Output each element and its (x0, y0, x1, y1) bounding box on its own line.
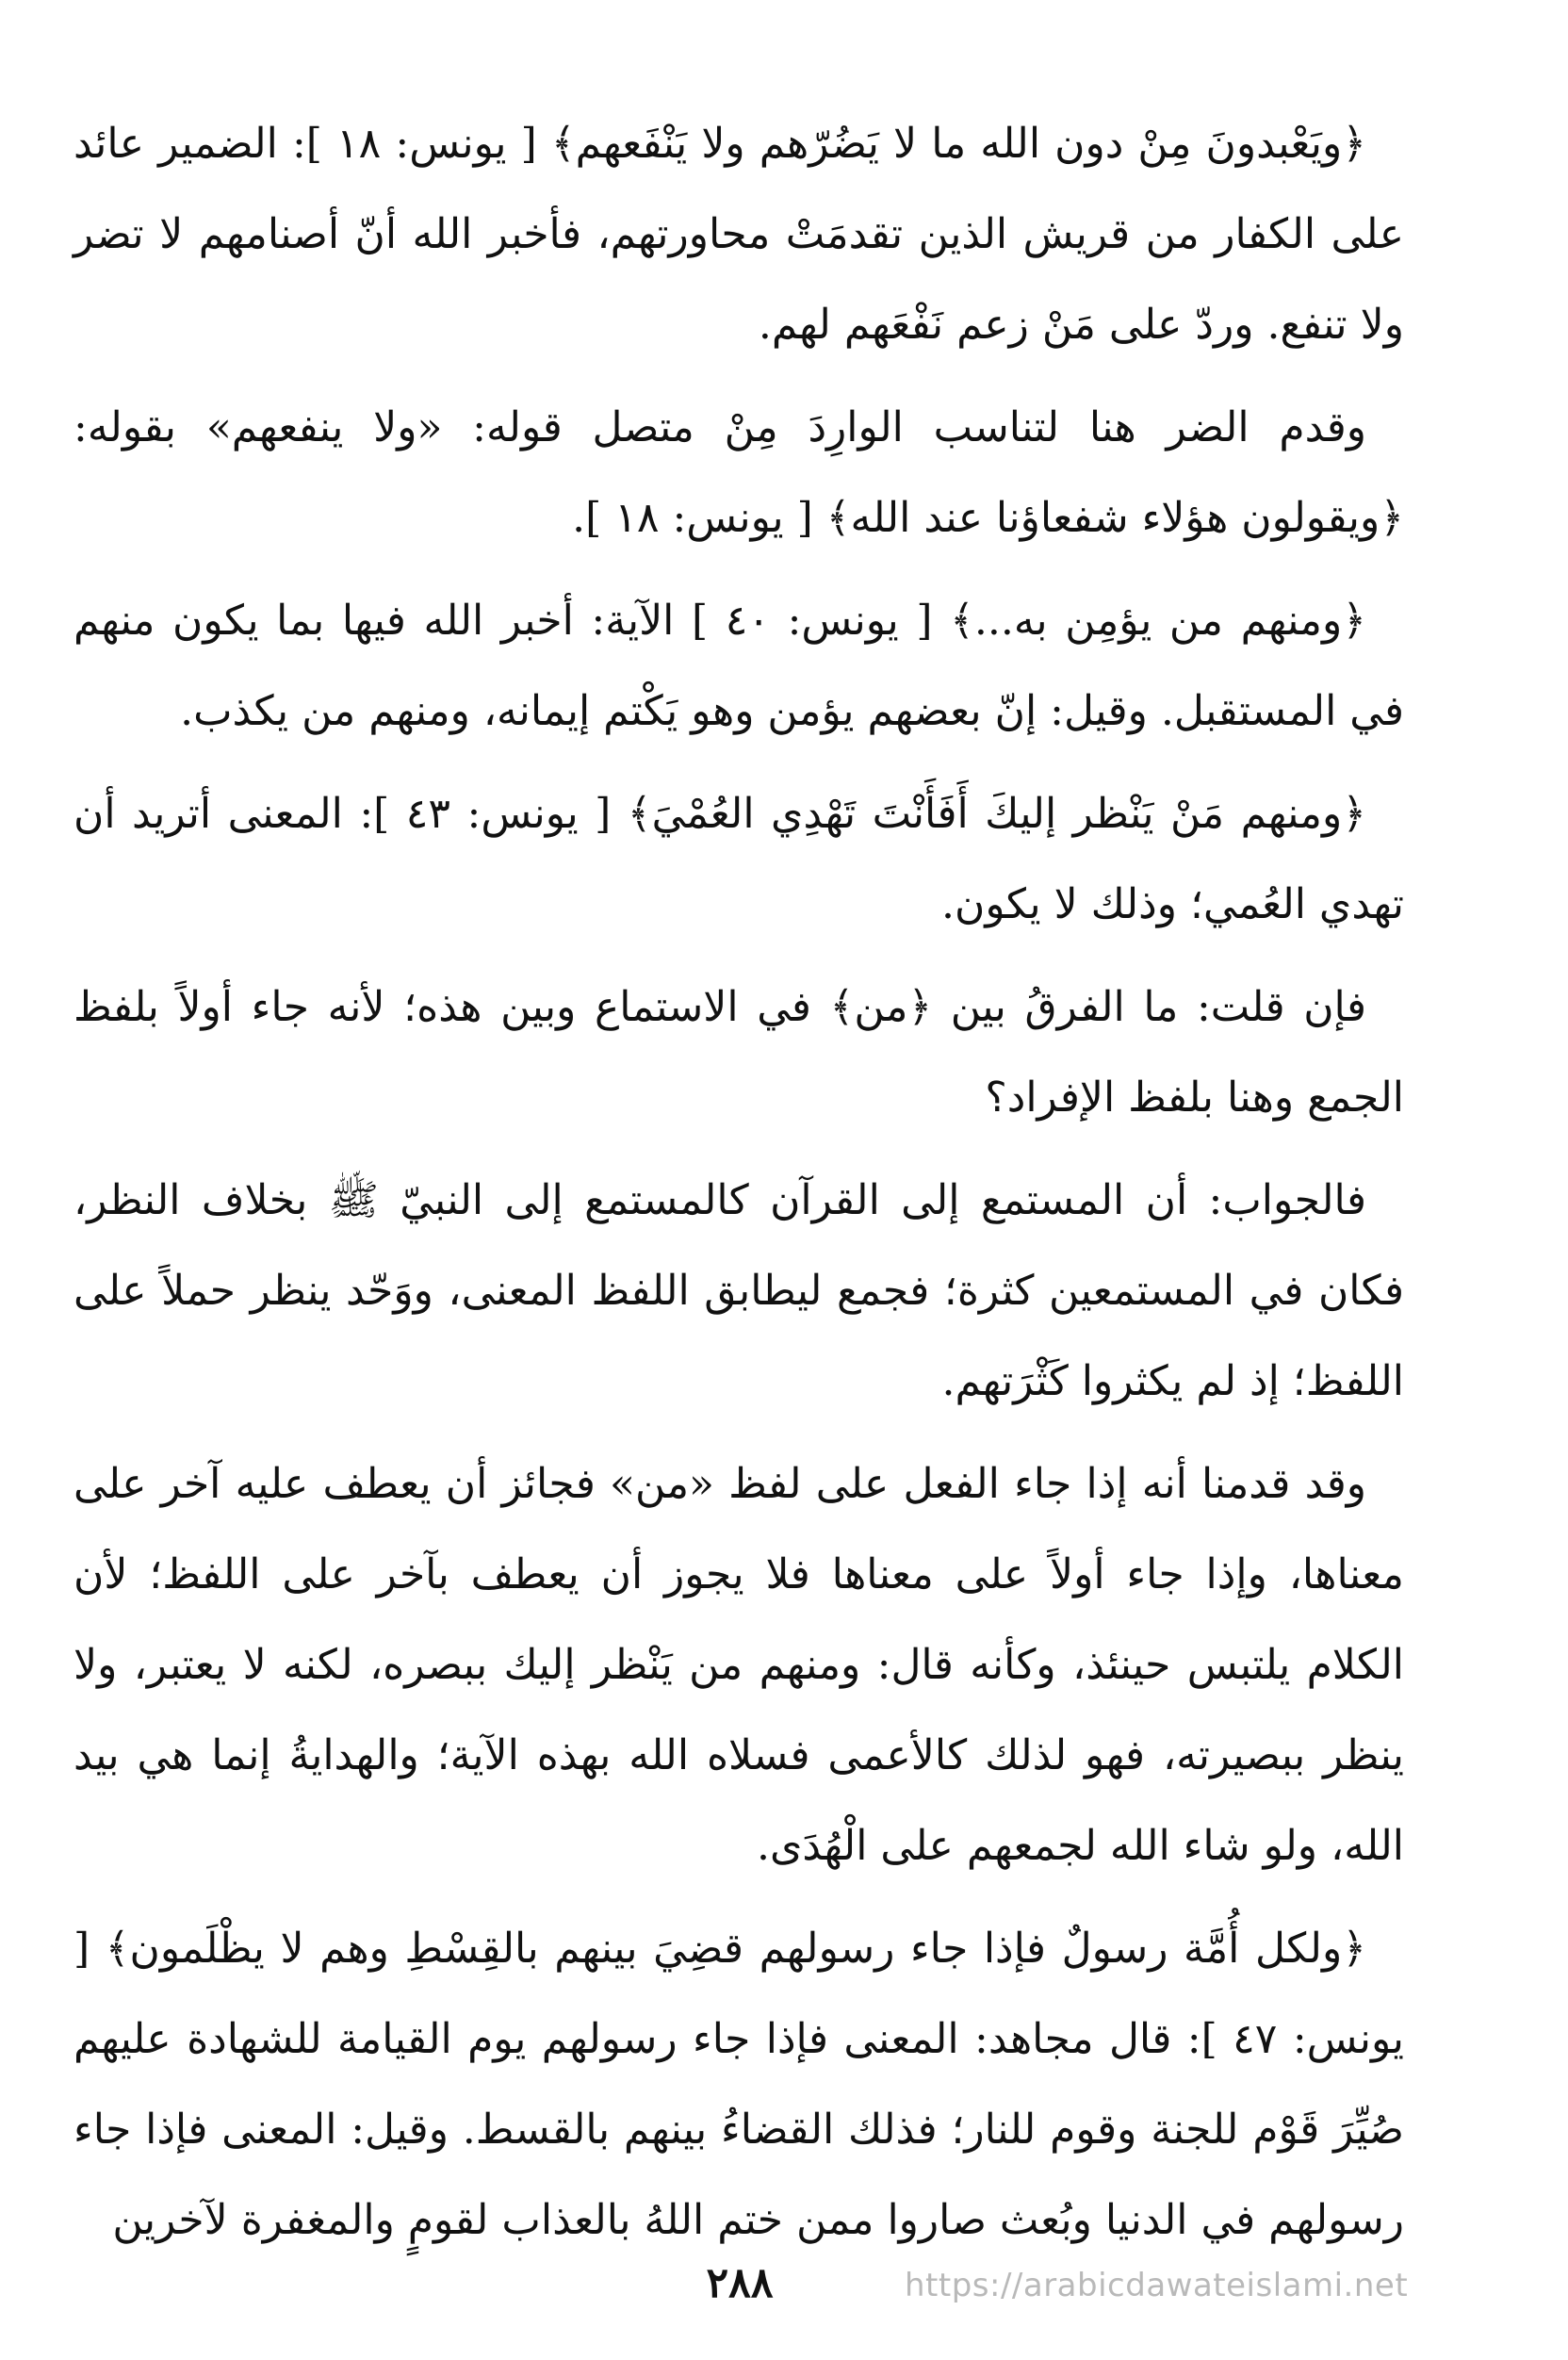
paragraph-answer: فالجواب: أن المستمع إلى القرآن كالمستمع إلى النبيّ ﷺ بخلاف النظر، فكان في المستمعين كثرة؛ فجمع ليطابق اللفظ المعنى، ووَحّد ينظر حملاً على اللفظ؛ إذ لم يكثروا كَثْرَتهم. (74, 1176, 1404, 1405)
paragraph-yunus-47: ﴿ولكل أُمَّة رسولٌ فإذا جاء رسولهم قضِيَ بينهم بالقِسْطِ وهم لا يظْلَمون﴾ [ يونس: ٤٧ ]: قال مجاهد: المعنى فإذا جاء رسولهم يوم القيامة للشهادة عليهم صُيِّرَ قَوْم للجنة وقوم للنار؛ فذلك القضاءُ بينهم بالقسط. وقيل: المعنى فإذا جاء رسولهم في الدنيا وبُعث صاروا ممن ختم اللهُ بالعذاب لقومٍ والمغفرة لآخرين (74, 1925, 1404, 2244)
paragraph-explanation: وقد قدمنا أنه إذا جاء الفعل على لفظ «من» فجائز أن يعطف عليه آخر على معناها، وإذا جاء أولاً على معناها فلا يجوز أن يعطف بآخر على اللفظ؛ لأن الكلام يلتبس حينئذ، وكأنه قال: ومنهم من يَنْظر إليك ببصره، لكنه لا يعتبر، ولا ينظر ببصيرته، فهو لذلك كالأعمى فسلاه الله بهذه الآية؛ والهدايةُ إنما هي بيد الله، ولو شاء الله لجمعهم على الْهُدَى. (74, 1460, 1404, 1870)
paragraph-harm-first: وقدم الضر هنا لتناسب الوارِدَ مِنْ متصل قوله: «ولا ينفعهم» بقوله: ﴿ويقولون هؤلاء شفعاؤنا عند الله﴾ [ يونس: ١٨ ]. (74, 403, 1404, 542)
page-footer (0, 2257, 1568, 2314)
paragraph-yunus-18: ﴿ويَعْبدونَ مِنْ دون الله ما لا يَضُرّهم ولا يَنْفَعهم﴾ [ يونس: ١٨ ]: الضمير عائد على الكفار من قريش الذين تقدمَتْ محاورتهم، فأخبر الله أنّ أصنامهم لا تضر ولا تنفع. وردّ على مَنْ زعم نَفْعَهم لهم. (74, 120, 1404, 349)
paragraph-yunus-43: ﴿ومنهم مَنْ يَنْظر إليكَ أَفَأَنْتَ تَهْدِي العُمْيَ﴾ [ يونس: ٤٣ ]: المعنى أتريد أن تهدي العُمي؛ وذلك لا يكون. (74, 790, 1404, 928)
watermark-url: https://arabicdawateislami.net (905, 2267, 1409, 2304)
page-number: ٢٨٨ (706, 2259, 774, 2307)
page-body (74, 99, 1404, 2278)
paragraph-yunus-40: ﴿ومنهم من يؤمِن به...﴾ [ يونس: ٤٠ ] الآية: أخبر الله فيها بما يكون منهم في المستقبل. وقيل: إنّ بعضهم يؤمن وهو يَكْتم إيمانه، ومنهم من يكذب. (74, 597, 1404, 735)
paragraph-question: فإن قلت: ما الفرقُ بين ﴿من﴾ في الاستماع وبين هذه؛ لأنه جاء أولاً بلفظ الجمع وهنا بلفظ الإفراد؟ (74, 983, 1404, 1122)
